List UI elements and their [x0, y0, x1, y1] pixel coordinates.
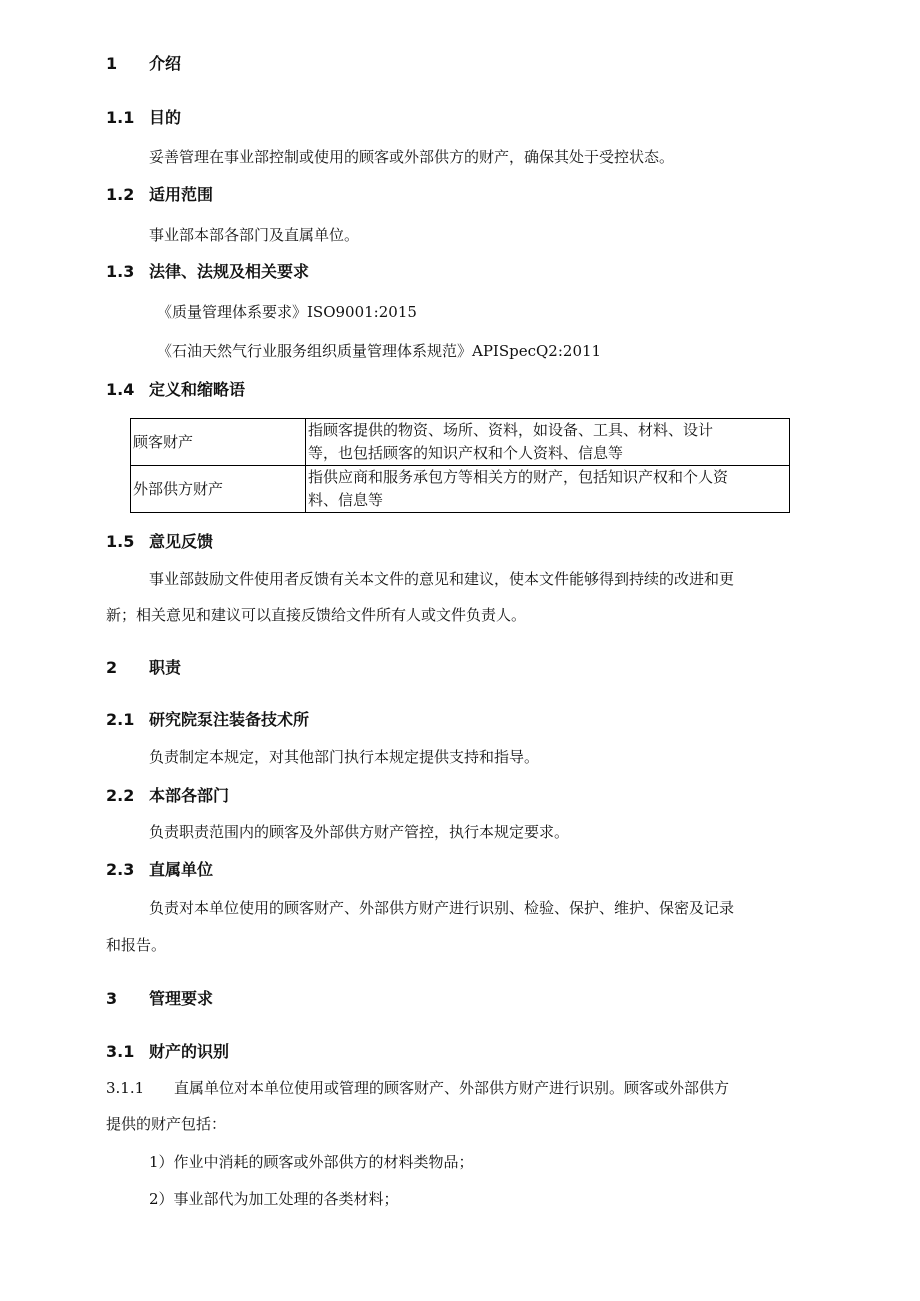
table-row	[131, 466, 790, 513]
section-1-3-heading: 1.3 法律、法规及相关要求	[106, 262, 310, 281]
definition-line: 等，也包括顾客的知识产权和个人资料、信息等	[308, 444, 624, 462]
definitions-table	[130, 418, 790, 513]
section-1-2-heading: 1.2 适用范围	[106, 185, 214, 204]
definition-cell	[306, 466, 790, 513]
section-title: 目的	[149, 108, 182, 127]
definition-line: 料、信息等	[308, 491, 384, 509]
section-3-1-heading: 3.1 财产的识别	[106, 1042, 230, 1061]
section-title: 适用范围	[149, 185, 214, 204]
units-duty-line-2: 和报告。	[106, 936, 167, 954]
section-title: 财产的识别	[149, 1042, 230, 1061]
section-title: 法律、法规及相关要求	[149, 262, 310, 281]
section-2-3-heading: 2.3 直属单位	[106, 860, 214, 879]
section-title: 直属单位	[149, 860, 214, 879]
section-title: 定义和缩略语	[149, 380, 246, 399]
clause-number: 3.1.1	[106, 1079, 145, 1097]
section-title: 本部各部门	[149, 786, 230, 805]
section-title: 职责	[149, 658, 182, 677]
feedback-line-2: 新；相关意见和建议可以直接反馈给文件所有人或文件负责人。	[106, 606, 527, 624]
clause-text: 直属单位对本单位使用或管理的顾客财产、外部供方财产进行识别。顾客或外部供方	[174, 1079, 730, 1097]
reference-iso: 《质量管理体系要求》ISO9001:2015	[157, 303, 417, 321]
reference-api: 《石油天然气行业服务组织质量管理体系规范》APISpecQ2:2011	[157, 342, 602, 360]
section-3-heading: 3 管理要求	[106, 989, 214, 1008]
list-item: 2）事业部代为加工处理的各类材料；	[149, 1190, 399, 1208]
institute-duty-text: 负责制定本规定，对其他部门执行本规定提供支持和指导。	[149, 748, 540, 766]
section-1-heading: 1 介绍	[106, 54, 182, 73]
section-title: 介绍	[149, 54, 182, 73]
section-title: 研究院泵注装备技术所	[149, 710, 310, 729]
section-title: 管理要求	[149, 989, 214, 1008]
clause-3-1-1-line-1	[106, 1078, 729, 1098]
table-row	[131, 419, 790, 466]
section-2-2-heading: 2.2 本部各部门	[106, 786, 230, 805]
section-2-1-heading: 2.1 研究院泵注装备技术所	[106, 710, 310, 729]
definition-line: 指供应商和服务承包方等相关方的财产，包括知识产权和个人资	[308, 468, 729, 486]
definition-cell	[306, 419, 790, 466]
list-item: 1）作业中消耗的顾客或外部供方的材料类物品；	[149, 1153, 474, 1171]
clause-3-1-1-line-2: 提供的财产包括：	[106, 1115, 227, 1133]
term-cell: 顾客财产	[131, 419, 306, 466]
scope-text: 事业部本部各部门及直属单位。	[149, 226, 360, 244]
term-cell: 外部供方财产	[131, 466, 306, 513]
definition-line: 指顾客提供的物资、场所、资料，如设备、工具、材料、设计	[308, 421, 714, 439]
feedback-line-1: 事业部鼓励文件使用者反馈有关本文件的意见和建议，使本文件能够得到持续的改进和更	[149, 570, 735, 588]
section-1-4-heading: 1.4 定义和缩略语	[106, 380, 246, 399]
section-2-heading: 2 职责	[106, 658, 182, 677]
section-title: 意见反馈	[149, 532, 214, 551]
section-1-5-heading: 1.5 意见反馈	[106, 532, 214, 551]
section-1-1-heading: 1.1 目的	[106, 108, 182, 127]
departments-duty-text: 负责职责范围内的顾客及外部供方财产管控，执行本规定要求。	[149, 823, 570, 841]
purpose-text: 妥善管理在事业部控制或使用的顾客或外部供方的财产，确保其处于受控状态。	[149, 148, 675, 166]
units-duty-line-1: 负责对本单位使用的顾客财产、外部供方财产进行识别、检验、保护、维护、保密及记录	[149, 899, 735, 917]
